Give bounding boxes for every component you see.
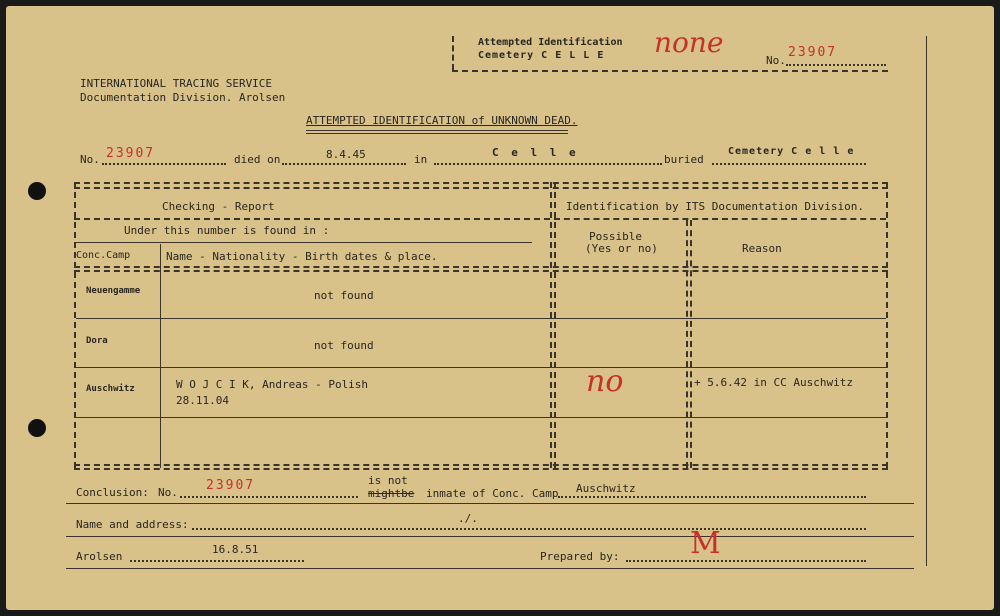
place-of-death: C e l l e [492, 146, 579, 159]
conclusion-no-label: No. [158, 486, 178, 499]
name-address-value: ./. [458, 512, 478, 525]
dotted-line [712, 163, 866, 165]
handwritten-none: none [654, 26, 724, 59]
dotted-line [558, 496, 866, 498]
dotted-line [180, 496, 358, 498]
header-no-value: 23907 [788, 45, 838, 60]
col-reason: Reason [742, 242, 782, 255]
punch-hole [28, 182, 46, 200]
checking-report-header: Checking - Report [162, 200, 275, 213]
table-row-name: not found [314, 289, 374, 302]
rule [76, 417, 886, 418]
dashed-divider [554, 182, 556, 468]
table-left [74, 182, 76, 468]
table-row-name: W O J C I K, Andreas - Polish [176, 378, 369, 391]
dashed-divider [690, 220, 692, 468]
col-name: Name - Nationality - Birth dates & place. [166, 250, 438, 263]
header-no-label: No. [766, 54, 786, 67]
dotted-line [282, 163, 406, 165]
table-row-camp: Neuengamme [86, 286, 141, 296]
prepared-by-label: Prepared by: [540, 550, 620, 563]
col-possible-line1: Possible [589, 230, 642, 243]
rule [66, 503, 914, 504]
org-line2: Documentation Division. Arolsen [80, 91, 286, 104]
table-row-reason: + 5.6.42 in CC Auschwitz [694, 376, 853, 389]
dashed-rule [74, 187, 888, 189]
footer-date: 16.8.51 [212, 543, 259, 556]
conclusion-no-value: 23907 [206, 478, 256, 493]
form-title: ATTEMPTED IDENTIFICATION of UNKNOWN DEAD. [306, 114, 578, 127]
header-box-bottom [452, 70, 888, 72]
dotted-line [786, 64, 886, 66]
dotted-line [130, 560, 304, 562]
conclusion-label: Conclusion: [76, 486, 149, 499]
in-label: in [414, 153, 428, 166]
found-in-label: Under this number is found in : [124, 224, 330, 237]
cemetery-stamp: Cemetery C E L L E [478, 50, 605, 61]
identification-header: Identification by ITS Documentation Division. [566, 200, 865, 213]
index-card [6, 6, 994, 610]
buried-label: buried [664, 153, 704, 166]
dotted-line [434, 163, 662, 165]
table-bottom [74, 464, 888, 466]
table-right [886, 182, 888, 468]
col-camp: Conc.Camp [76, 250, 131, 261]
inmate-label: inmate of Conc. Camp [426, 487, 559, 500]
table-row-camp: Auschwitz [86, 384, 135, 394]
col-possible-line2: (Yes or no) [585, 242, 658, 255]
dotted-line [192, 528, 866, 530]
possible-reason-split [686, 220, 688, 468]
header-box-edge [452, 36, 454, 70]
rule [76, 367, 886, 368]
table-row-birth: 28.11.04 [176, 394, 229, 407]
dashed-rule [554, 218, 886, 220]
record-no-label: No. [80, 153, 100, 166]
conclusion-is-not: is not [368, 474, 408, 487]
conclusion-struck-word: mightbe [368, 487, 415, 500]
table-row-camp: Dora [86, 336, 108, 346]
dashed-rule [74, 468, 888, 470]
table-split [550, 182, 552, 468]
possible-no-handwritten: no [586, 364, 624, 399]
table-top [74, 182, 888, 184]
conclusion-camp: Auschwitz [576, 482, 636, 495]
org-line1: INTERNATIONAL TRACING SERVICE [80, 77, 273, 90]
footer-place: Arolsen [76, 550, 123, 563]
rule [76, 318, 886, 319]
name-address-label: Name and address: [76, 518, 189, 531]
title-double-rule [306, 130, 568, 134]
table-row-name: not found [314, 339, 374, 352]
died-on-value: 8.4.45 [326, 148, 366, 161]
dotted-line [102, 163, 226, 165]
buried-value: Cemetery C e l l e [728, 146, 855, 157]
died-on-label: died on [234, 153, 281, 166]
attempted-id-stamp: Attempted Identification [478, 37, 623, 48]
dashed-rule [74, 266, 888, 268]
dashed-rule [74, 218, 550, 220]
record-no-value: 23907 [106, 146, 156, 161]
rule [76, 242, 532, 243]
prepared-by-signature: M [690, 526, 721, 561]
rule [66, 536, 914, 537]
dashed-rule [74, 270, 888, 272]
camp-name-split [160, 244, 161, 468]
punch-hole [28, 419, 46, 437]
dotted-line [626, 560, 866, 562]
rule [66, 568, 914, 569]
right-border [926, 36, 927, 566]
